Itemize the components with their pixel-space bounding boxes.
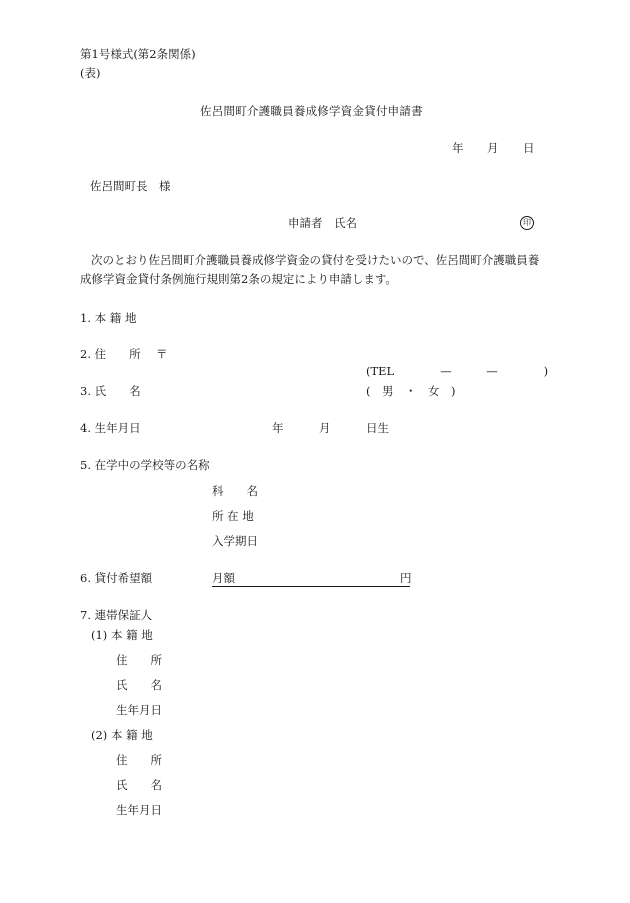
guarantor-1-domicile: (1) 本 籍 地	[91, 628, 153, 642]
date-day: 日	[523, 141, 535, 155]
item-5-school: 5. 在学中の学校等の名称	[80, 458, 210, 472]
date-month: 月	[487, 141, 499, 155]
postal-mark: 〒	[156, 347, 168, 361]
item-4-dob: 4. 生年月日	[80, 421, 141, 435]
seal-mark: 印	[520, 216, 534, 230]
guarantor-2-name: 氏 名	[116, 778, 162, 792]
guarantor-1-dob: 生年月日	[116, 703, 162, 717]
item-3-name: 3. 氏 名	[80, 384, 141, 398]
guarantor-1-address: 住 所	[116, 653, 162, 667]
date-year: 年	[452, 141, 464, 155]
form-title: 佐呂間町介護職員養成修学資金貸付申請書	[200, 104, 423, 118]
guarantor-2-dob: 生年月日	[116, 803, 162, 817]
dob-year: 年	[272, 421, 284, 435]
guarantor-2-address: 住 所	[116, 753, 162, 767]
tel-field: (TEL — — )	[366, 364, 549, 378]
item-6-loan-amount: 6. 貸付希望額	[80, 571, 153, 585]
applicant-name-label: 申請者 氏名	[288, 216, 357, 230]
gender-choice: ( 男 ・ 女 )	[366, 384, 456, 398]
school-department: 科 名	[212, 484, 258, 498]
guarantor-1-name: 氏 名	[116, 678, 162, 692]
dob-month: 月	[319, 421, 331, 435]
form-side: (表)	[80, 66, 101, 80]
dob-day: 日生	[366, 421, 389, 435]
yen-unit: 円	[400, 571, 412, 585]
item-1-domicile: 1. 本 籍 地	[80, 311, 137, 325]
item-2-address: 2. 住 所	[80, 347, 141, 361]
amount-underline	[212, 586, 410, 587]
body-text-line-1: 次のとおり佐呂間町介護職員養成修学資金の貸付を受けたいので、佐呂間町介護職員養	[91, 253, 540, 267]
body-text-line-2: 成修学資金貸付条例施行規則第2条の規定により申請します。	[80, 272, 397, 286]
addressee: 佐呂間町長 様	[90, 179, 171, 193]
form-number: 第1号様式(第2条関係)	[80, 47, 196, 61]
monthly-amount-label: 月額	[212, 571, 235, 585]
school-location: 所 在 地	[212, 509, 254, 523]
item-7-guarantor: 7. 連帯保証人	[80, 608, 153, 622]
guarantor-2-domicile: (2) 本 籍 地	[91, 728, 153, 742]
school-entry-date: 入学期日	[212, 534, 258, 548]
